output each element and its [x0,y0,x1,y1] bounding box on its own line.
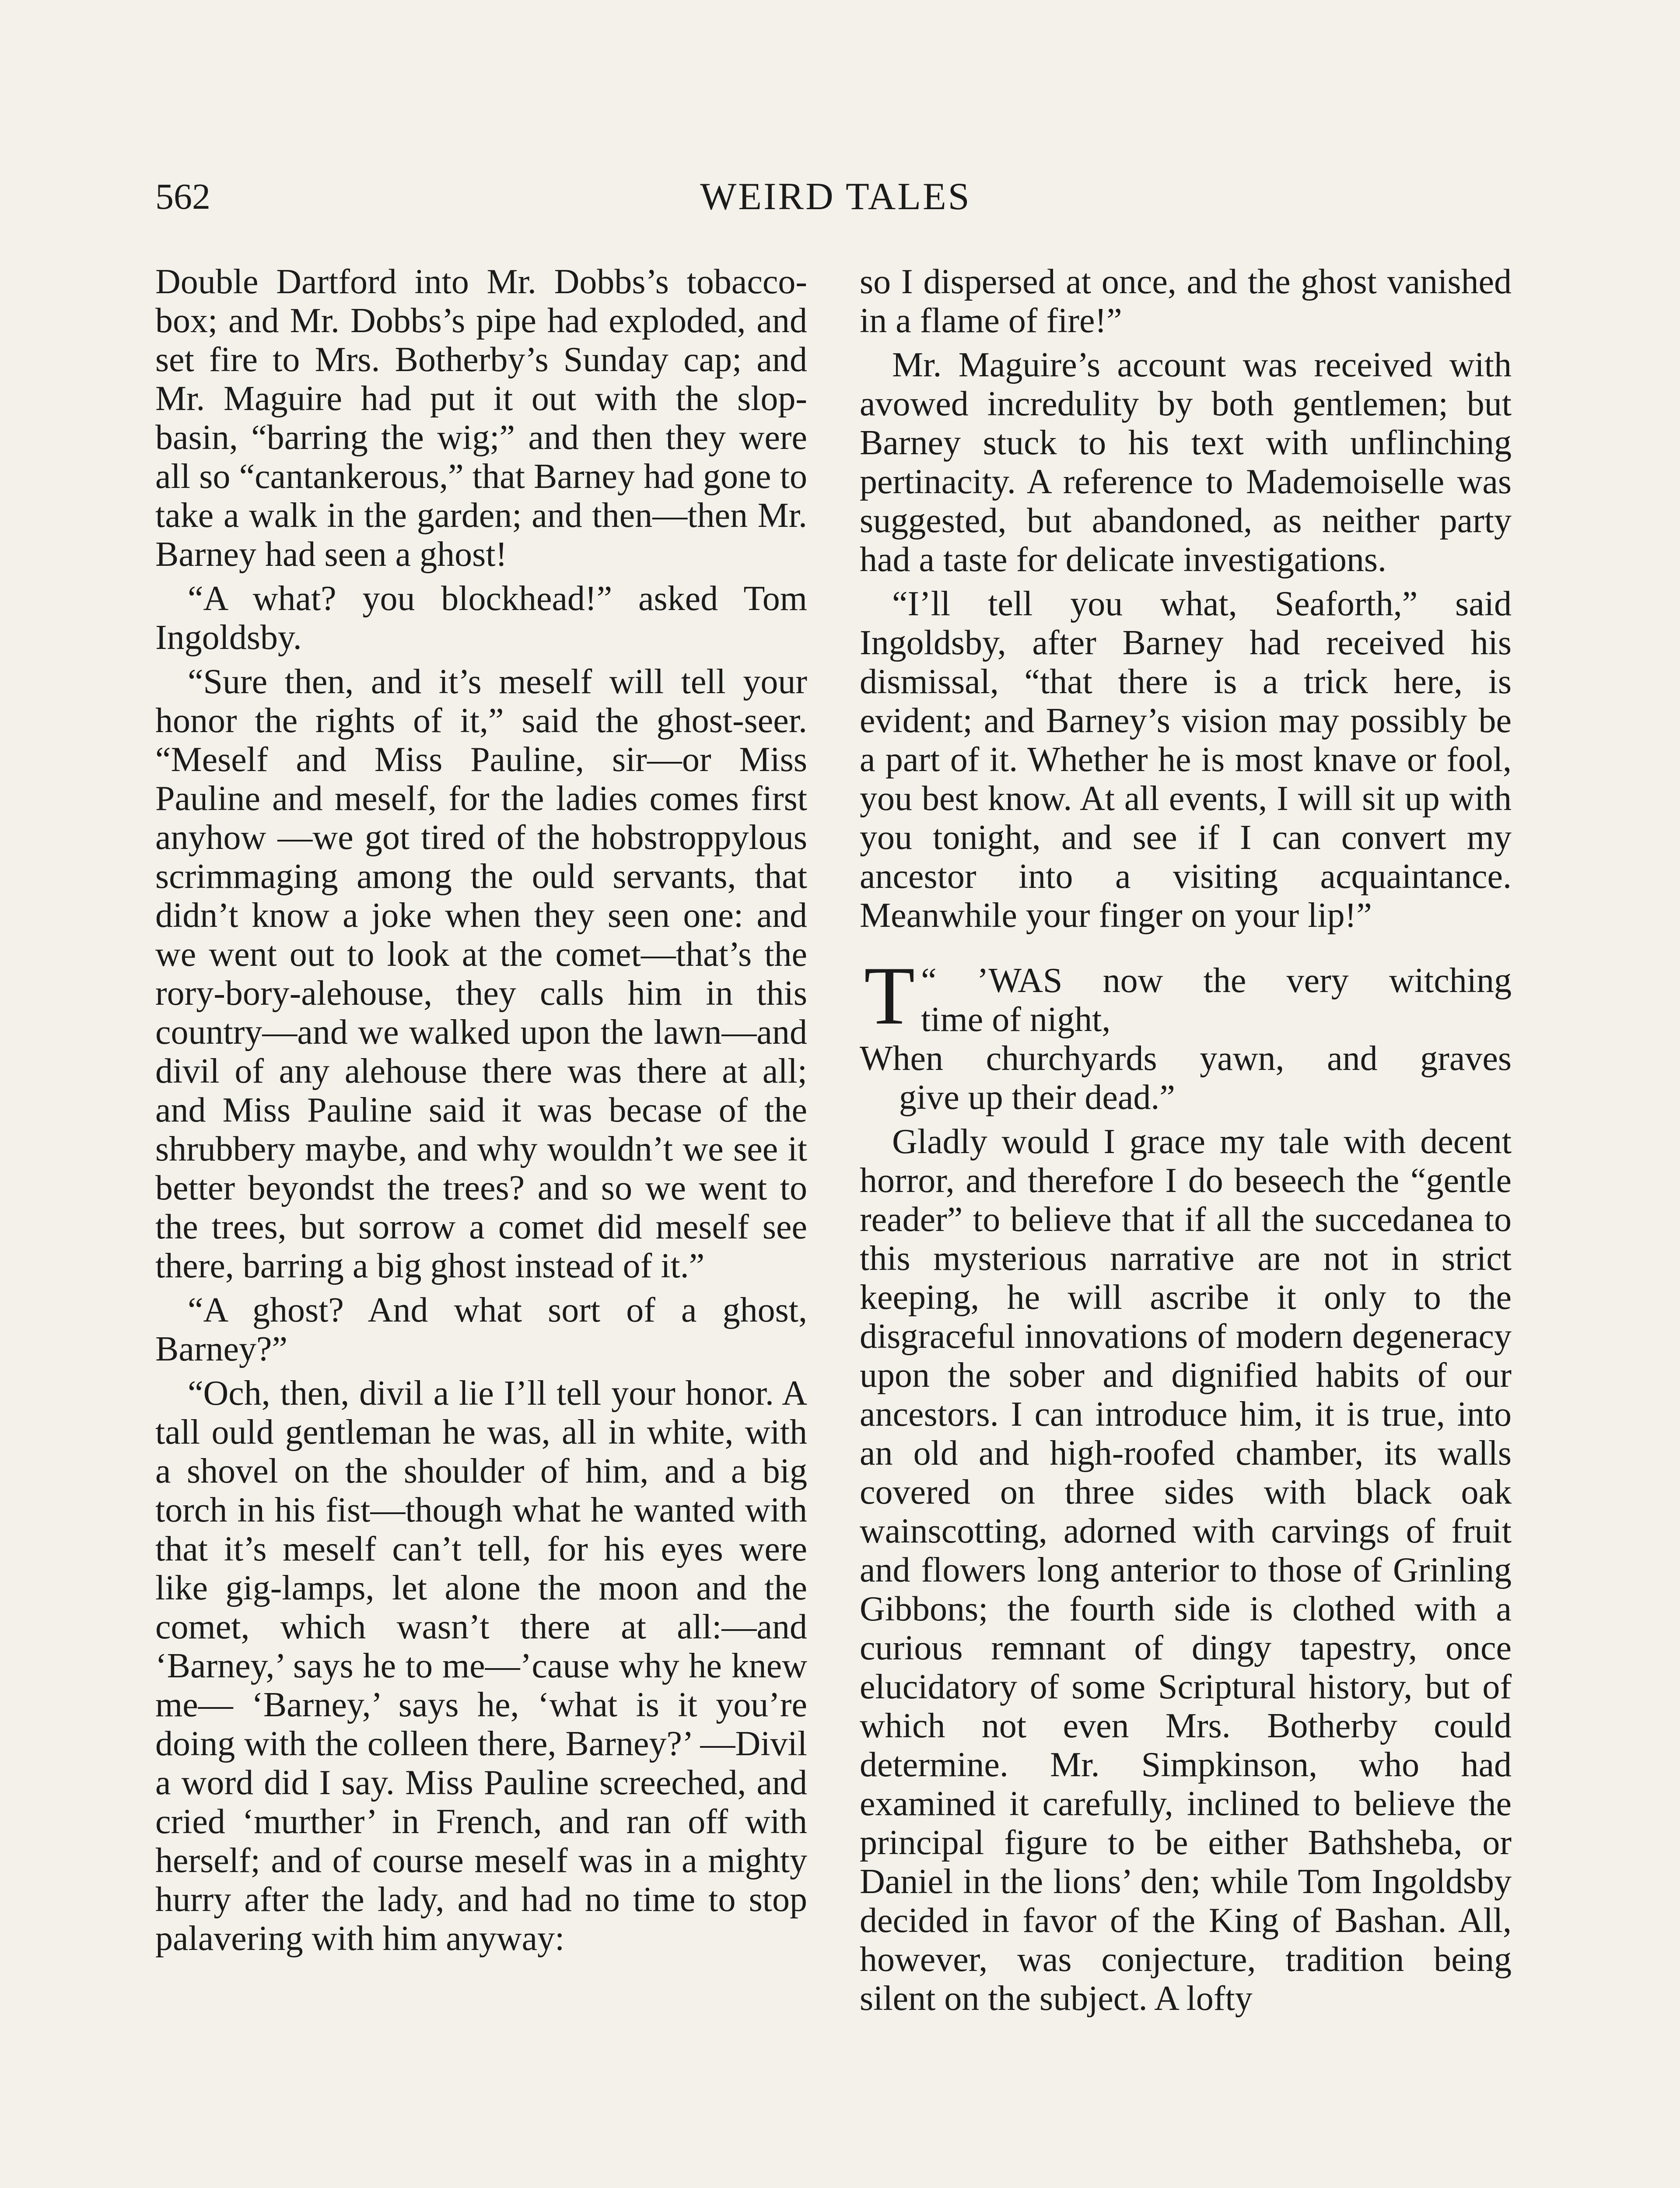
verse-line-2: time of night, [921,1000,1111,1039]
paragraph: “Och, then, divil a lie I’ll tell your honor. A tall ould gentleman he was, all in white, with a shovel on the shoulder of him, and a big torch in his fist—though what he wanted with that it’s meself can’t tell, for his eyes were like gig-lamps, let alone the moon and the comet, which wasn’t there at all:—and ‘Barney,’ says he to me—’cause why he knew me— ‘Barney,’ says he, ‘what is it you’re doing with the colleen there, Barney?’ —Divil a word did I say. Miss Pauline screeched, and cried ‘murther’ in French, and ran off with herself; and of course meself was in a mighty hurry after the lady, and had no time to stop palavering with him anyway: [155,1374,807,1958]
paragraph: Double Dartford into Mr. Dobbs’s tobacco-box; and Mr. Dobbs’s pipe had exploded, and set fire to Mrs. Botherby’s Sunday cap; and Mr. Maguire had put it out with the slop-basin, “barring the wig;” and then they were all so “cantankerous,” that Barney had gone to take a walk in the garden; and then—then Mr. Barney had seen a ghost! [155,263,807,574]
paragraph: Mr. Maguire’s account was received with avowed incredulity by both gentlemen; but Barney stuck to his text with unflinching pertinacity. A reference to Mademoiselle was suggested, but abandoned, as neither party had a taste for delicate investigations. [860,346,1512,579]
paragraph: so I dispersed at once, and the ghost vanished in a flame of fire!” [860,263,1512,340]
paragraph: Gladly would I grace my tale with decent horror, and therefore I do beseech the “gentle reader” to believe that if all the succedanea to this mysterious narrative are not in strict keeping, he will ascribe it only to the disgraceful innovations of modern degeneracy upon the sober and dignified habits of our ancestors. I can introduce him, it is true, into an old and high-roofed chamber, its walls covered on three sides with black oak wainscotting, adorned with carvings of fruit and flowers long anterior to those of Grinling Gibbons; the fourth side is clothed with a curious remnant of dingy tapestry, once elucidatory of some Scriptural history, but of which not even Mrs. Botherby could determine. Mr. Simpkinson, who had examined it carefully, inclined to believe the principal figure to be either Bathsheba, or Daniel in the lions’ den; while Tom Ingoldsby decided in favor of the King of Bashan. All, however, was conjecture, tradition being silent on the subject. A lofty [860,1122,1512,2018]
verse-quotation [860,950,1512,1117]
running-title: WEIRD TALES [700,175,971,218]
paragraph: “Sure then, and it’s meself will tell your honor the rights of it,” said the ghost-seer. “Meself and Miss Pauline, sir—or Miss Pauline and meself, for the ladies comes first anyhow —we got tired of the hobstroppylous scrimmaging among the ould servants, that didn’t know a joke when they seen one: and we went out to look at the comet—that’s the rory-bory-alehouse, they calls him in this country—and we walked upon the lawn—and divil of any alehouse there was there at all; and Miss Pauline said it was becase of the shrubbery maybe, and why wouldn’t we see it better beyondst the trees? and so we went to the trees, but sorrow a comet did meself see there, barring a big ghost instead of it.” [155,663,807,1285]
right-column [860,263,1512,2188]
verse-line-3: When churchyards yawn, and graves [860,1039,1512,1078]
verse-line-4: give up their dead.” [899,1078,1175,1117]
paragraph: “I’ll tell you what, Seaforth,” said Ingoldsby, after Barney had received his dismissal, “that there is a trick here, is evident; and Barney’s vision may possibly be a part of it. Whether he is most knave or fool, you best know. At all events, I will sit up with you tonight, and see if I can convert my ancestor into a visiting acquaintance. Meanwhile your finger on your lip!” [860,585,1512,935]
left-column [155,263,807,2188]
paragraph: “A what? you blockhead!” asked Tom Ingoldsby. [155,579,807,657]
drop-cap: T [864,950,915,1042]
verse-open-quote: “ ’ [921,961,989,1000]
paragraph: “A ghost? And what sort of a ghost, Barney?” [155,1291,807,1368]
page-number: 562 [155,176,210,217]
verse-text: WAS now the very witching [988,961,1512,1000]
page-header [155,168,1516,225]
